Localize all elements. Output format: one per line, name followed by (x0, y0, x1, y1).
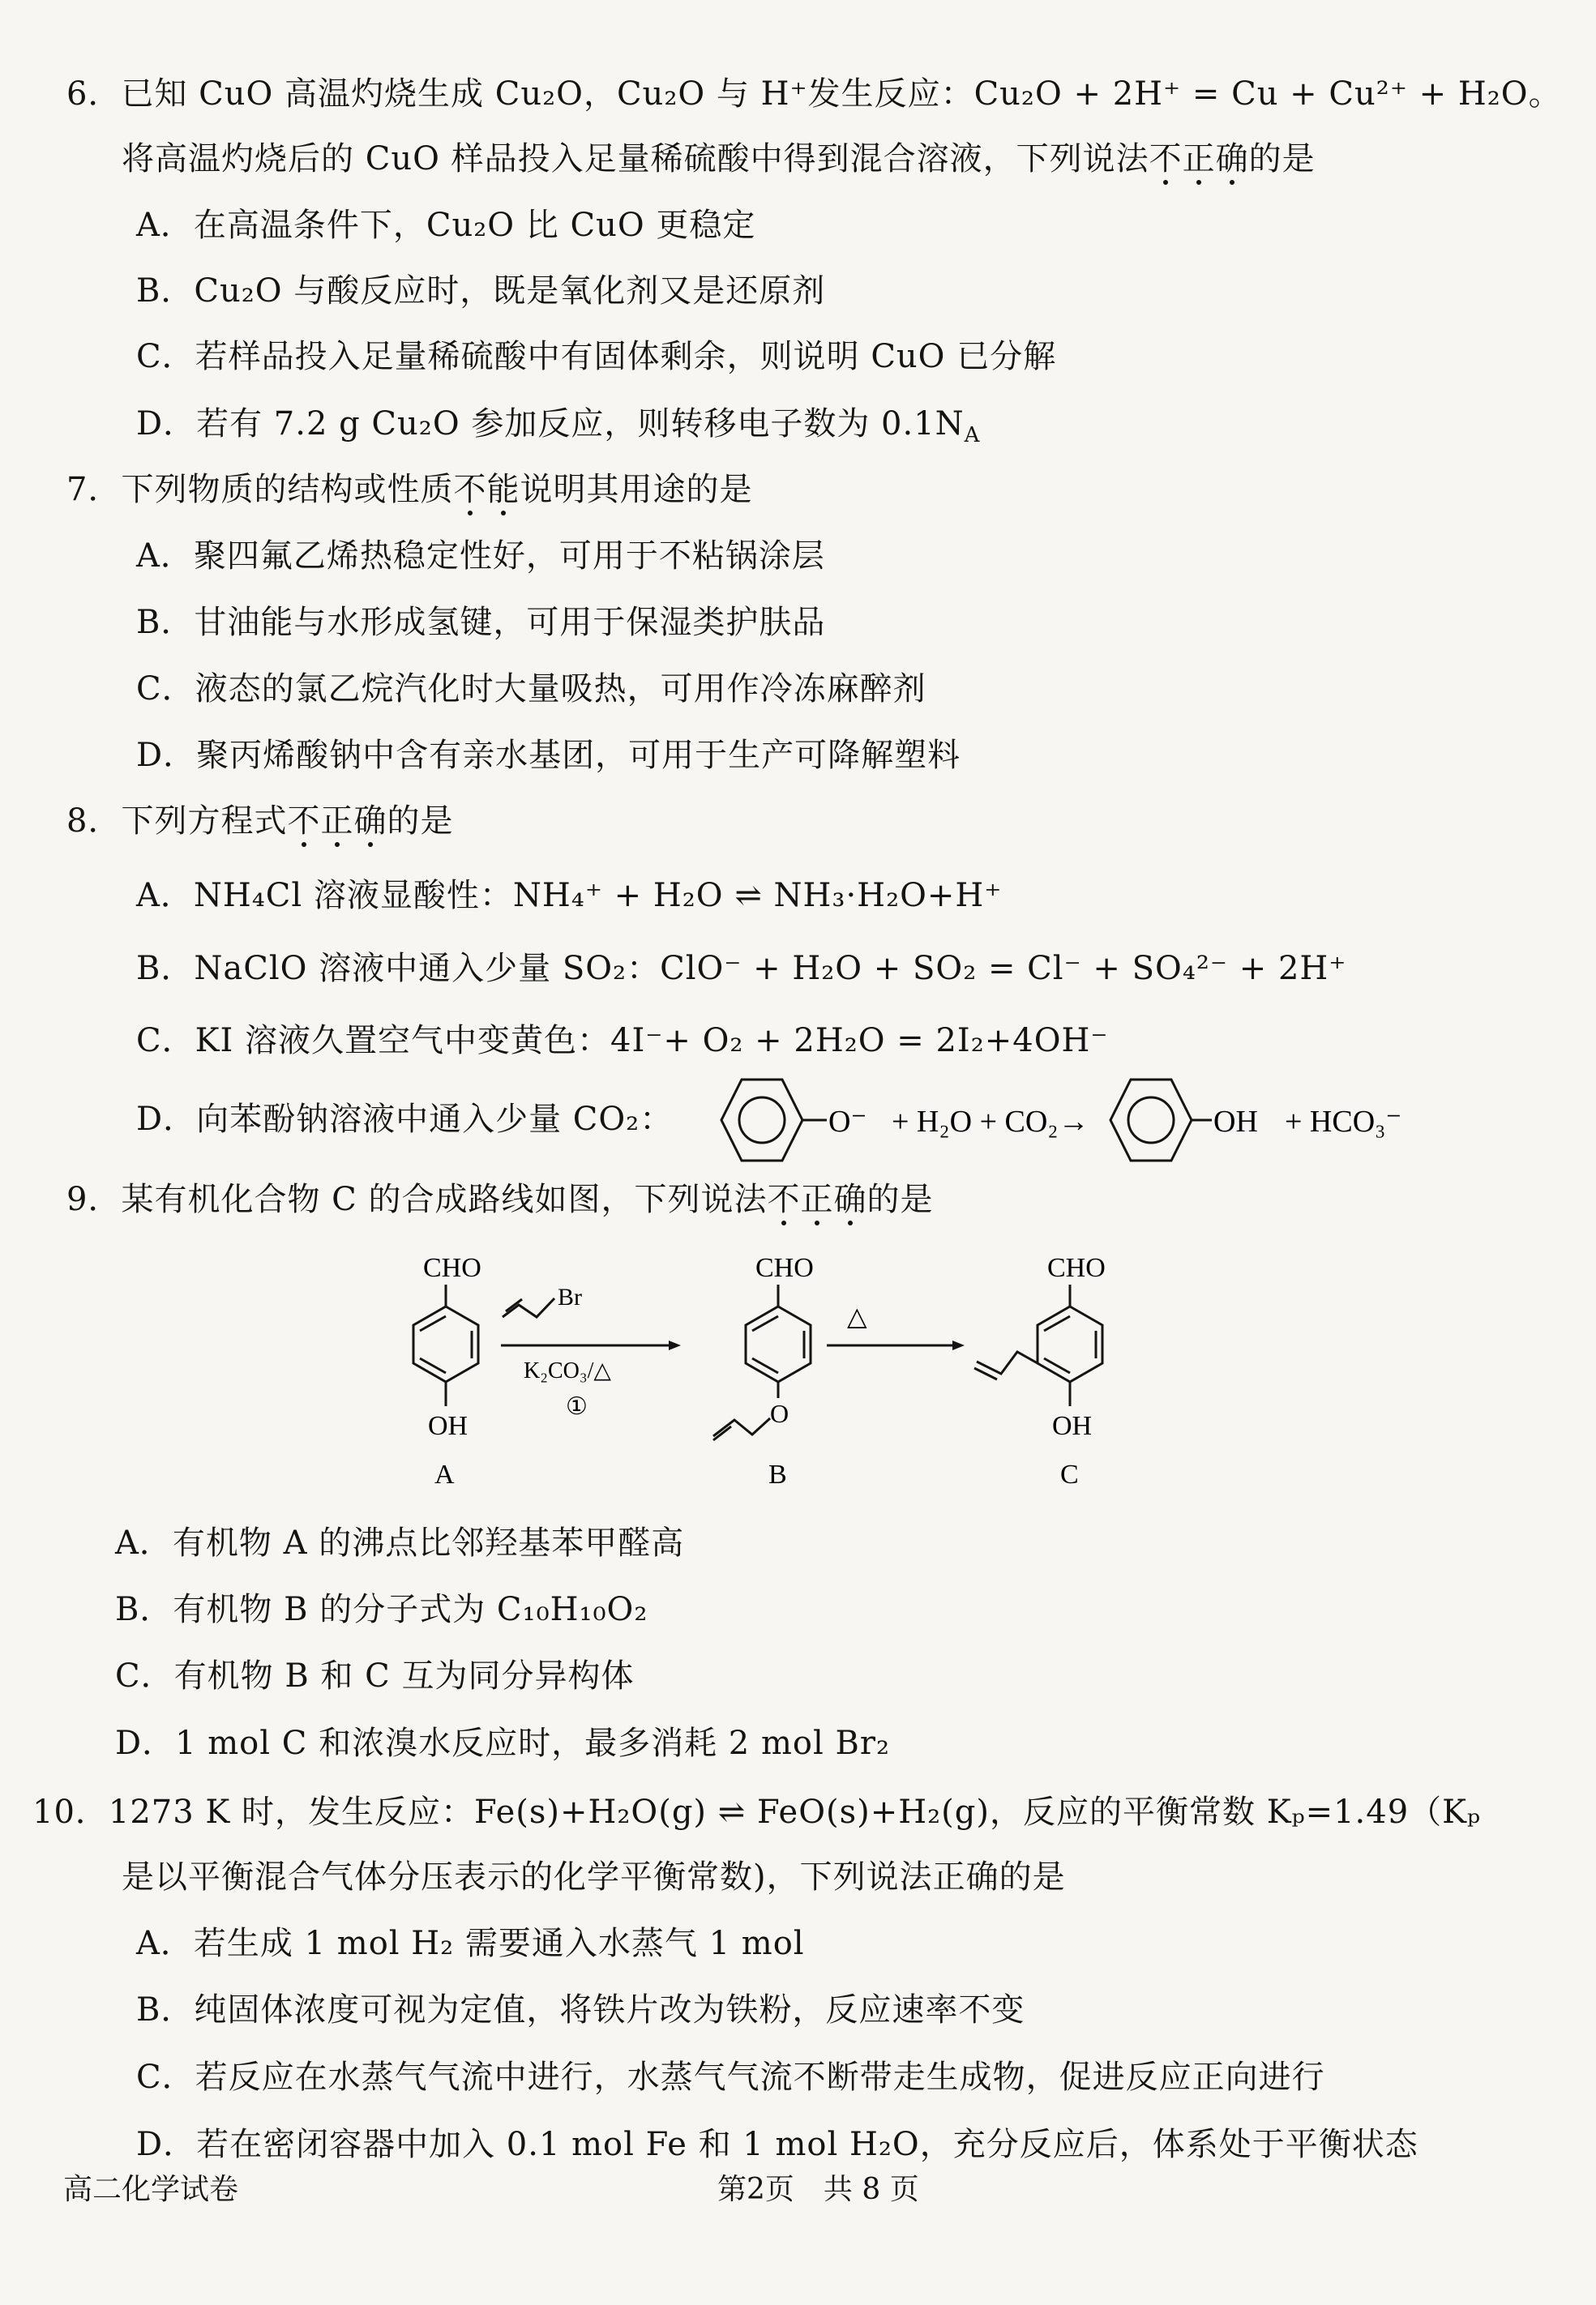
equation-middle: + H₂O + CO₂→ (892, 1105, 1089, 1139)
reaction-arrow-2 (827, 1302, 965, 1350)
svg-text:Br: Br (558, 1284, 582, 1311)
q10-option-a: A．若生成 1 mol H₂ 需要通入水蒸气 1 mol (136, 1925, 805, 1962)
benzene-ring-icon (1110, 1080, 1192, 1161)
synthesis-scheme (357, 1240, 1167, 1507)
svg-text:CHO: CHO (1047, 1253, 1106, 1283)
q9-option-a: A．有机物 A 的沸点比邻羟基苯甲醛高 (115, 1525, 685, 1562)
q9-option-b: B．有机物 B 的分子式为 C₁₀H₁₀O₂ (115, 1591, 648, 1628)
q8-option-a: A．NH₄Cl 溶液显酸性：NH₄⁺ + H₂O ⇌ NH₃·H₂O+H⁺ (136, 877, 1003, 914)
svg-text:OH: OH (428, 1411, 469, 1441)
reaction-arrow-1 (501, 1284, 681, 1420)
equation-product: + HCO₃⁻ (1285, 1105, 1402, 1139)
svg-text:△: △ (847, 1302, 867, 1331)
q6-option-d: D．若有 7.2 g Cu₂O 参加反应，则转移电子数为 $0.1N_A$ (136, 405, 981, 447)
q10-option-b: B．纯固体浓度可视为定值，将铁片改为铁粉，反应速率不变 (136, 1991, 1025, 2029)
phenol-oh-label: OH (1213, 1105, 1258, 1139)
compound-b (713, 1253, 814, 1490)
q8-option-d: D．向苯酚钠溶液中通入少量 CO₂： (136, 1101, 674, 1138)
q7-option-c: C．液态的氯乙烷汽化时大量吸热，可用作冷冻麻醉剂 (136, 670, 926, 708)
emphasis-dot-char: 能 (486, 468, 520, 511)
svg-text:O: O (770, 1399, 789, 1428)
phenol-equation-graphic (693, 1070, 1504, 1175)
q8-option-c: C．KI 溶液久置空气中变黄色：4I⁻+ O₂ + 2H₂O = 2I₂+4OH⁻ (136, 1022, 1109, 1059)
emphasis-dot-char: 不 (1149, 138, 1183, 180)
compound-c (974, 1253, 1106, 1490)
emphasis-dot-char: 不 (453, 468, 486, 511)
q9-stem: 9．某有机化合物 C 的合成路线如图，下列说法不正确的是 (66, 1178, 933, 1221)
emphasis-dot-char: 正 (320, 800, 353, 842)
phenoxide-o-label: O⁻ (828, 1105, 867, 1139)
emphasis-dot-char: 确 (833, 1178, 866, 1221)
svg-text:K₂CO₃/△: K₂CO₃/△ (524, 1358, 611, 1383)
q7-stem: 7．下列物质的结构或性质不能说明其用途的是 (66, 468, 752, 511)
footer-subject: 高二化学试卷 (63, 2173, 239, 2206)
benzene-ring-icon (721, 1080, 802, 1161)
emphasis-dot-char: 不 (287, 800, 320, 842)
benzene-ring-icon (746, 1306, 811, 1382)
q8-stem: 8．下列方程式不正确的是 (66, 800, 453, 842)
q9-option-c: C．有机物 B 和 C 互为同分异构体 (115, 1657, 635, 1695)
emphasis-dot-char: 正 (800, 1178, 833, 1221)
svg-text:①: ① (566, 1393, 588, 1420)
compound-a (413, 1253, 481, 1490)
q10-stem-line1: 10．1273 K 时，发生反应：Fe(s)+H₂O(g) ⇌ FeO(s)+H₂(g)，反应的平衡常数 Kₚ=1.49（Kₚ (32, 1794, 1482, 1831)
q10-option-d: D．若在密闭容器中加入 0.1 mol Fe 和 1 mol H₂O，充分反应后，体系处于平衡状态 (136, 2126, 1418, 2163)
emphasis-dot-char: 确 (353, 800, 387, 842)
q7-option-b: B．甘油能与水形成氢键，可用于保湿类护肤品 (136, 604, 826, 641)
svg-text:A: A (434, 1460, 455, 1490)
q10-option-c: C．若反应在水蒸气气流中进行，水蒸气气流不断带走生成物，促进反应正向进行 (136, 2059, 1325, 2096)
svg-text:C: C (1060, 1460, 1079, 1490)
benzene-ring-icon (413, 1306, 478, 1382)
q7-option-d: D．聚丙烯酸钠中含有亲水基团，可用于生产可降解塑料 (136, 737, 961, 774)
q6-option-c: C．若样品投入足量稀硫酸中有固体剩余，则说明 CuO 已分解 (136, 338, 1057, 375)
svg-text:CHO: CHO (423, 1253, 481, 1283)
svg-text:CHO: CHO (755, 1253, 814, 1283)
q8-option-b: B．NaClO 溶液中通入少量 SO₂：ClO⁻ + H₂O + SO₂ = Cl⁻ + SO₄²⁻ + 2H⁺ (136, 950, 1347, 987)
q10-stem-line2: 是以平衡混合气体分压表示的化学平衡常数)，下列说法正确的是 (122, 1858, 1066, 1896)
footer-page-number: 第2页 共 8 页 (717, 2173, 919, 2206)
q6-stem-line2: 将高温灼烧后的 CuO 样品投入足量稀硫酸中得到混合溶液，下列说法不正确的是 (122, 138, 1316, 180)
svg-text:B: B (768, 1460, 787, 1490)
q6-option-b: B．Cu₂O 与酸反应时，既是氧化剂又是还原剂 (136, 272, 826, 310)
q7-option-a: A．聚四氟乙烯热稳定性好，可用于不粘锅涂层 (136, 537, 825, 575)
benzene-ring-icon (1038, 1306, 1102, 1382)
emphasis-dot-char: 正 (1183, 138, 1216, 180)
emphasis-dot-char: 确 (1216, 138, 1249, 180)
svg-text:OH: OH (1052, 1411, 1093, 1441)
emphasis-dot-char: 不 (767, 1178, 800, 1221)
q6-stem-line1: 6．已知 CuO 高温灼烧生成 Cu₂O，Cu₂O 与 H⁺发生反应：Cu₂O + 2H⁺ = Cu + Cu²⁺ + H₂O。 (66, 75, 1562, 113)
q6-option-a: A．在高温条件下，Cu₂O 比 CuO 更稳定 (136, 207, 756, 244)
q9-option-d: D．1 mol C 和浓溴水反应时，最多消耗 2 mol Br₂ (115, 1725, 891, 1762)
